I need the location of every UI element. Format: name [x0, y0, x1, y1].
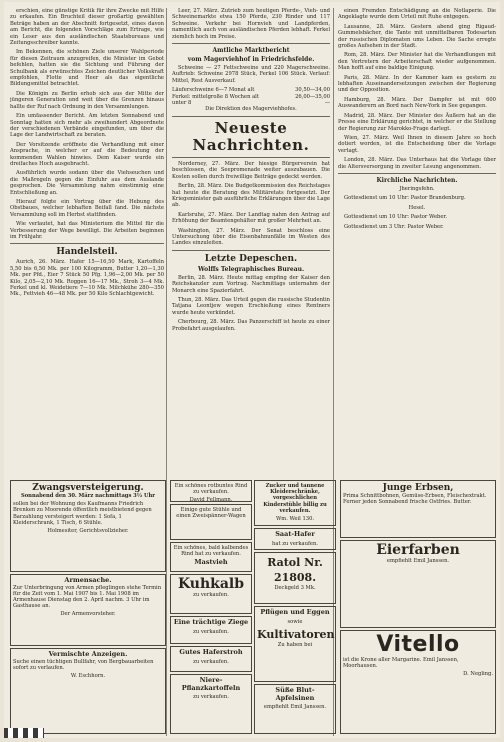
church-place: Hesel. — [408, 204, 426, 211]
ad-armensache: Armensache. Zur Unterbringung von Armen pfleglingen stehe Termin für die Zeit vom 1. Mai 1907 bis 1. Mai 1908 im Armenhause Dienstag den 2. April nachm. 3 Uhr im Gasthause an. Der Armenvorsteher. — [10, 574, 166, 646]
news-heading: Neueste Nachrichten. — [192, 118, 310, 154]
article-paragraph: Hierauf folgte ein Vortrag über die Hebung des Obstbaues, welcher lebhaften Beifall fand. Die nächste Versammlung soll im Herbst stattfinden. — [10, 198, 164, 218]
ad-schraenke: Zucker und tannene Kleiderschränke, vorgeschlichen Kinderstühle billig zu verkaufen. Wm. Weil 130. — [254, 480, 336, 526]
column-left — [10, 8, 164, 478]
news-item: London, 28. März. Das Unterhaus hat die Vorlage über die Altersversorgung in zweiter Lesung angenommen. — [338, 157, 496, 170]
article-paragraph: Ein umfassender Bericht. Am letzten Sonnabend und Sonntag hatten sich mehr als zweihundert Abgeordnete der verschiedenen Verbände eingefunden, um über die Lage der Landwirtschaft zu beraten. — [10, 113, 164, 139]
dispatch-item: Berlin, 28. März. Heute mittag empfing der Kaiser den Reichskanzler zum Vortrag. Nachmittags unternahm der Monarch eine Spazierfahrt. — [172, 274, 330, 294]
news-item: einen Fremden Entschädigung an die Notlaperie. Die Angeklagte wurde dem Urteil mit Ruhe entgegen. — [338, 8, 496, 21]
section-rule — [172, 157, 330, 158]
section-rule — [172, 250, 330, 251]
news-item: Madrid, 28. März. Der Minister des Äußern hat an die Presse eine Erklärung gerichtet, in welcher er die Stellung der Regierung zur Marokko-Frage darlegt. — [338, 112, 496, 132]
ad-ziege: Eine trächtige Ziege zu verkaufen. — [170, 616, 252, 644]
article-paragraph: Im Bekennen, die schönen Ziele unserer Wahlperiode für diesen Zeitraum anzugreifen, die Minister im Gebot befehlen, hatten sie die Sichtung und Führung der Schulbank als erwünschtes Zeichen deutlicher Volkskraft empfohlen, Flotte und Heer als das eigentliche Bildungsmittel betrachtet. — [10, 49, 164, 88]
official-market-heading: Amtliche Marktbericht — [212, 47, 290, 55]
news-item: Paris, 28. März. In der Kammer kam es gestern zu lebhaften Auseinandersetzungen zwischen der Regierung und der Opposition. — [338, 74, 496, 94]
article-paragraph: Der Vorsitzende eröffnete die Verhandlung mit einer Ansprache, in welcher er auf die Bedeutung der kommenden Wahlen hinwies. Dem Kaiser wurde ein dreifaches Hoch ausgebracht. — [10, 141, 164, 167]
news-item: Hamburg, 28. März. Der Dampfer ist mit 600 Auswanderern an Bord nach New-York in See gegangen. — [338, 96, 496, 110]
church-place: Jheringsfehn. — [399, 185, 435, 192]
section-rule — [338, 173, 496, 174]
price-row: Läuferschweine 6—7 Monat alt 30,50—34,00 — [172, 87, 330, 94]
price-row: Ferkel: mittelgroße 8 Wochen alt 26,00—35,00 — [172, 93, 330, 100]
price-row: unter 8 — — [172, 100, 330, 107]
market-paragraph: Schweine — 27 Fettschweine und 220 Magerschweine. Auftrieb: Schweine 2978 Stück, Ferkel 106 Stück. Verlauf: Mittel, Rest Ausverkauf. — [172, 65, 330, 84]
article-paragraph: Wie verlautet, hat das Ministerium die Mittel für die Verbesserung der Wege bewilligt. Die Arbeiten beginnen im Frühjahr. — [10, 221, 164, 240]
church-heading: Kirchliche Nachrichten. — [376, 176, 458, 184]
ad-vitello: Vitello ist die Krone aller Margarine. Emil Janssen, Moorhausen. D. Negling. — [340, 630, 496, 734]
ad-zwangsversteigerung: Zwangsversteigerung. Sonnabend den 30. März nachmittags 3½ Uhr sollen bei der Wohnung des Kaufmanns Friedrich Brenken zu Moorende öffentlich meistbietend gegen Barzahlung versteigert werden: 1 Sofa, 1 Kleiderschrank, 1 Tisch, 6 Stühle. Holmesiter, Gerichtsvollzieher. — [10, 480, 166, 572]
handel-heading: Handelsteil. — [56, 247, 118, 258]
news-item: Norderney, 27. März. Der hiesige Bürgerverein hat beschlossen, die Seepromenade weiter auszubauen. Die Kosten sollen durch freiwillige Beiträge gedeckt werden. — [172, 160, 330, 180]
ad-niere: Niere-Pflanzkartoffeln zu verkaufen. — [170, 674, 252, 734]
article-paragraph: Ausführlich wurde sodann über die Viehseuchen und die Maßregeln gegen die Einfuhr aus dem Auslande gesprochen. Die Versammlung nahm einstimmig eine Entschließung an. — [10, 170, 164, 196]
news-item: Rom, 28. März. Der Minister hat die Verhandlungen mit den Vertretern der Arbeiterschaft wieder aufgenommen. Man hofft auf eine baldige Einigung. — [338, 52, 496, 72]
column-middle — [172, 8, 330, 478]
church-service: Gottesdienst um 3 Uhr: Pastor Weber. — [344, 223, 444, 230]
advertisement-area — [10, 480, 496, 736]
news-item: Karlsruhe, 27. März. Der Landtag nahm den Antrag auf Erhöhung der Beamtengehälter mit großer Mehrheit an. — [172, 211, 330, 225]
article-paragraph: Die Königin zu Berlin erhob sich aus der Mitte der jüngeren Generation und weit über die Grenzen hinaus hallte der Ruf nach Ordnung in den Versammlungen. — [10, 90, 164, 110]
ad-rind: Ein schönes rotbuntes Rind zu verkaufen. David Fellmann. — [170, 480, 252, 502]
section-rule — [172, 43, 330, 44]
ad-haferstroh: Gutes Haferstroh zu verkaufen. — [170, 646, 252, 672]
ad-junge-erbsen: Junge Erbsen, Prima Schnittbohnen, Gemüse-Erbsen, Fleischextrakt. Ferner jeden Sonnabend frische Ostfries. Butter. — [340, 480, 496, 538]
column-right — [338, 8, 496, 478]
market-signature: Die Direktion des Magerviehhofes. — [205, 106, 297, 113]
ad-kuhkalb: Kuhkalb zu verkaufen. — [170, 574, 252, 614]
church-service: Gottesdienst um 10 Uhr: Pastor Brandenburg. — [344, 195, 466, 202]
section-rule — [10, 243, 164, 244]
ad-vermischte: Vermischte Anzeigen. Suche einen tüchtigen Bullfahr, von Bergbauarbeiten sofort zu verlaufen. W. Eschhorn. — [10, 648, 166, 734]
market-paragraph: Leer, 27. März. Zutrieb zum heutigen Pferde-, Vieh- und Schweinemarkte etwa 150 Pferde, 230 Rinder und 117 Schweine. Verkehr bei Hornvieh und Landpferden, namentlich auch von ausländischen Pferden lebhaft. Ferkel ziemlich hoch im Preise. — [172, 8, 330, 40]
ad-cabinet: Einige gute Stühle und einen Zweispänner-Wagen — [170, 504, 252, 540]
ad-eierfarben: Eierfarben empfiehlt Emil Janssen. — [340, 540, 496, 628]
section-rule — [172, 116, 330, 117]
newspaper-page — [4, 2, 500, 738]
news-item: Lausanne, 28. März. Gestern abend ging Rigaud-Gummelsbächer, die Tante mit unmittelbaren Todesarten der russischen Diplomaten ums Leben. Die Sache erregte großes Aufsehen in der Stadt. — [338, 23, 496, 50]
church-service: Gottesdienst um 10 Uhr: Pastor Weber. — [344, 214, 447, 221]
news-item: Washington, 27. März. Der Senat beschloss eine Untersuchung über die Eisenbahnunfälle im Westen des Landes einzuleiten. — [172, 227, 330, 247]
official-market-subheading: vom Magerviehhof in Friedrichsfelde. — [187, 56, 315, 64]
news-item: Berlin, 28. März. Die Budgetkommission des Reichstages hat heute die Beratung des Militäretats fortgesetzt. Der Kriegsminister gab ausführliche Erklärungen über die Lage ab. — [172, 183, 330, 209]
news-item: Wien, 27. März. Weil Ihnen in diesem Jahre so hoch dotiert worden, ist die Entscheidung über die Vorlage vertagt. — [338, 134, 496, 154]
ad-apfelsinen: Süße Blut-Apfelsinen empfiehlt Emil Janssen. — [254, 684, 336, 734]
ad-ratol: Ratol Nr. 21808. Deckgeld 3 Mk. — [254, 552, 336, 604]
ad-saat-hafer: Saat-Hafer hat zu verkaufen. — [254, 528, 336, 550]
market-report: Aurich, 26. März. Hafer 15—16,50 Mark, Kartoffeln 5,50 bis 6,50 Mk. per 100 Kilogramm, Butter 1,20—1,30 Mk. per Pfd., Eier 7 Stück 50 Pfg. 1,96—2,00 Mk. per 50 Kilo, 2,05—2,10 Mk. Roggen 16—17 Mk., Stroh 3—4 Mk. Ferkel und kl. Weidetiere 7—10 Mk. Milchkühe 280—350 Mk., Fettvieh 46—48 Mk. per 50 Kilo Schlachtgewicht. — [10, 259, 164, 298]
depeschen-subheading: Wolffs Telegraphisches Bureau. — [197, 265, 305, 273]
dispatch-item: Thun, 28. März. Das Urteil gegen die russische Studentin Tatjana Leontjew wegen Erschießung eines Rentners wurde heute verkündet. — [172, 296, 330, 316]
ad-kalbendes-rind: Ein schönes, bald kalbendes Rind hat zu verkaufen. Mastvieh — [170, 542, 252, 572]
scan-color-ruler — [4, 728, 44, 738]
ad-kultivatoren: Pflügen und Eggen sowie Kultivatoren Zu haben bei — [254, 606, 336, 682]
depeschen-heading: Letzte Depeschen. — [204, 253, 298, 264]
article-paragraph: erschien, eine günstige Kritik für ihre Zwecke mit Hilfe zu erkaufen. Ein Bruchteil dieser großartig gewählten Beträge haben an der Abschnitt fortgesetzt, eines davon am Bericht, die folgenden Vorschläge zum Ertrage, wie ein Leser aus den ausländischen Staatsbureaus und Zeitungsschreiber kannte. — [10, 8, 164, 47]
dispatch-item: Cherbourg, 28. März. Das Panzerschiff ist heute zu einer Probefahrt ausgelaufen. — [172, 319, 330, 332]
